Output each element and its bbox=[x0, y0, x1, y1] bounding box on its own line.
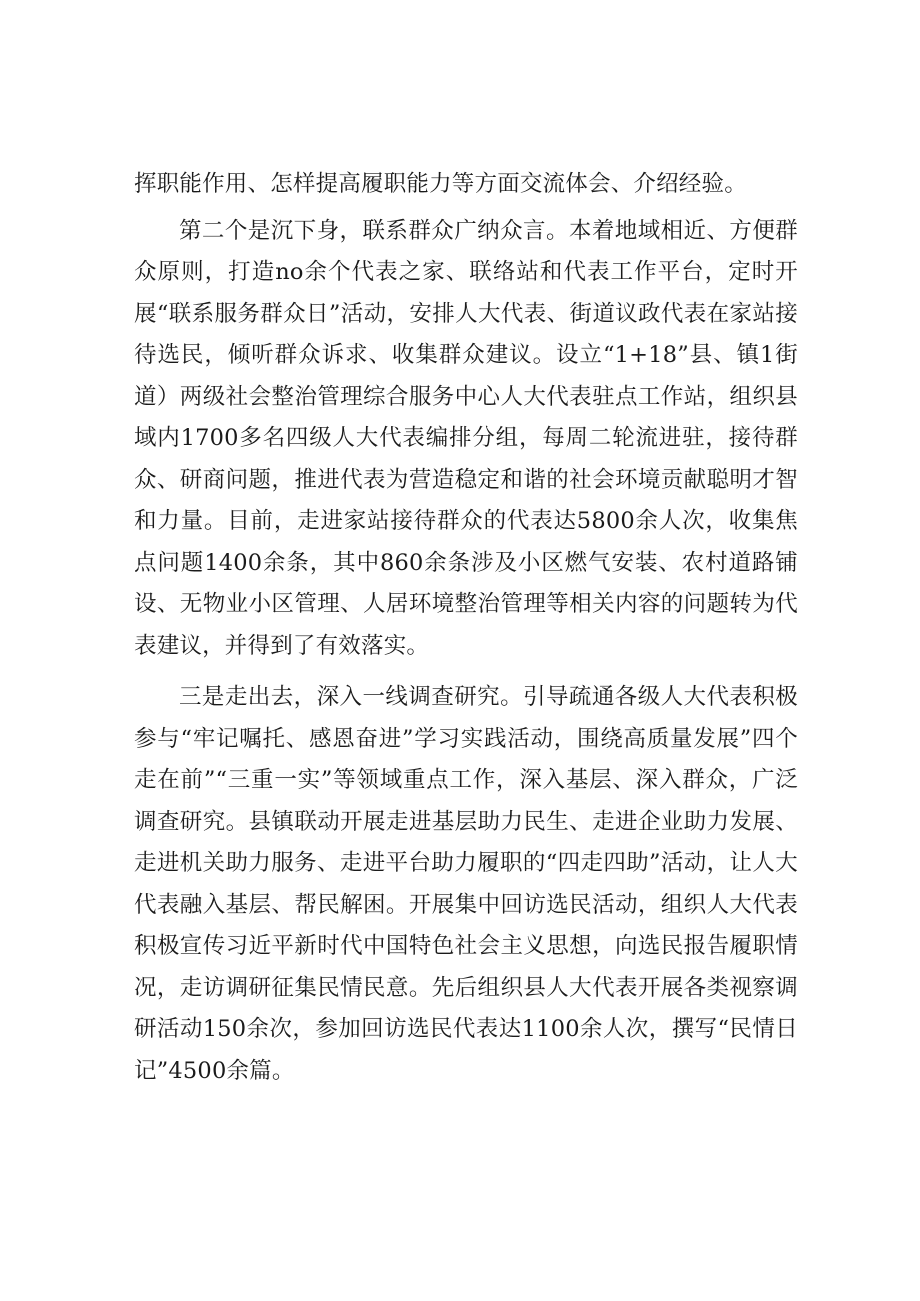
paragraph-continuation: 挥职能作用、怎样提高履职能力等方面交流体会、介绍经验。 bbox=[134, 171, 747, 197]
paragraph-second-point: 第二个是沉下身，联系群众广纳众言。本着地域相近、方便群众原则，打造no余个代表之家、联络站和代表工作平台，定时开展“联系服务群众日”活动，安排人大代表、街道议政代表在家站接待选民，倾听群众诉求、收集群众建议。设立“1+18”县、镇1街道）两级社会整治管理综合服务中心人大代表驻点工作站，组织县域内1700多名四级人大代表编排分组，每周二轮流进驻，接待群众、研商问题，推进代表为营造稳定和谐的社会环境贡献聪明才智和力量。目前，走进家站接待群众的代表达5800余人次，收集焦点问题1400余条，其中860余条涉及小区燃气安装、农村道路铺设、无物业小区管理、人居环境整治管理等相关内容的问题转为代表建议，并得到了有效落实。 bbox=[134, 217, 798, 659]
document-body bbox=[134, 164, 798, 1092]
paragraph-third-point: 三是走出去，深入一线调查研究。引导疏通各级人大代表积极参与“牢记嘱托、感恩奋进”学习实践活动，围绕高质量发展”四个走在前”“三重一实”等领域重点工作，深入基层、深入群众，广泛调查研究。县镇联动开展走进基层助力民生、走进企业助力发展、走进机关助力服务、走进平台助力履职的“四走四助”活动，让人大代表融入基层、帮民解困。开展集中回访选民活动，组织人大代表积极宣传习近平新时代中国特色社会主义思想，向选民报告履职情况，走访调研征集民情民意。先后组织县人大代表开展各类视察调研活动150余次，参加回访选民代表达1100余人次，撰写“民情日记”4500余篇。 bbox=[134, 684, 798, 1084]
